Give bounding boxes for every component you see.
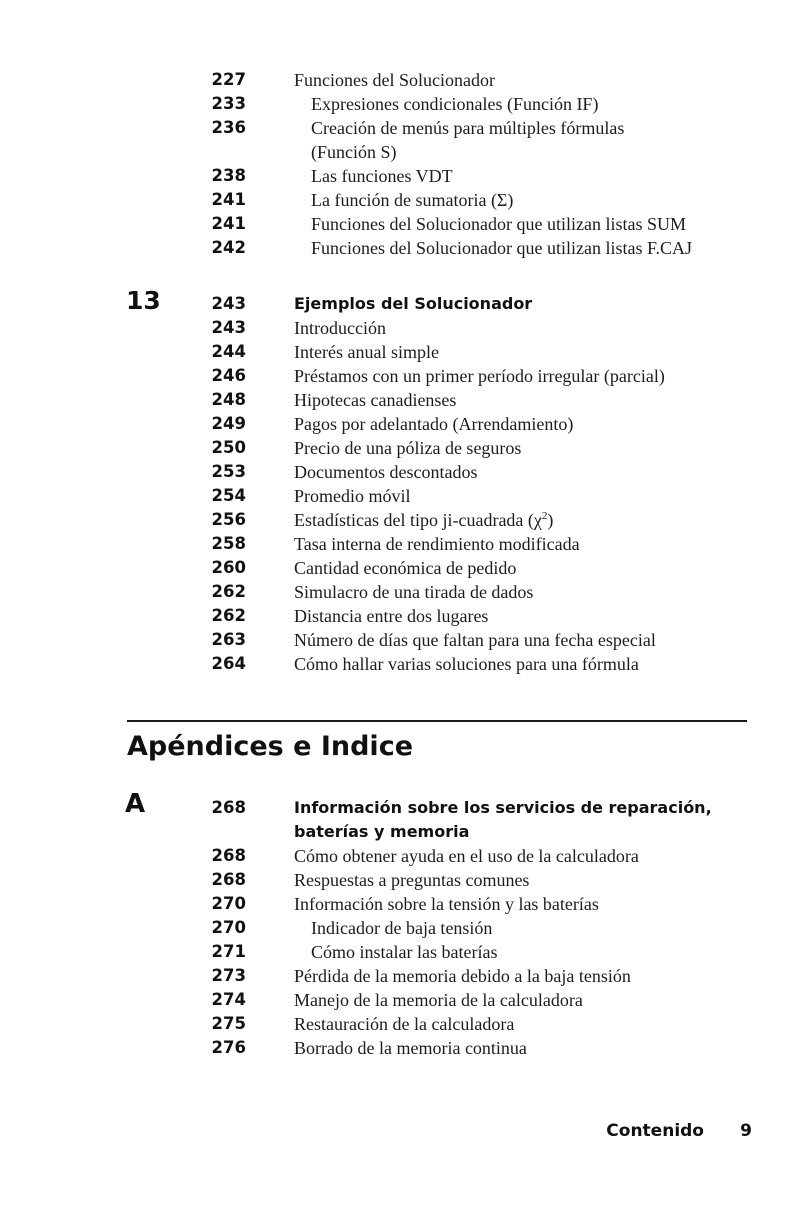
toc-page-number: 258 bbox=[211, 534, 246, 553]
chapter-heading[interactable]: Ejemplos del Solucionador bbox=[294, 294, 533, 313]
toc-page-number: 268 bbox=[211, 870, 246, 889]
toc-page-number: 270 bbox=[211, 918, 246, 937]
toc-page-number: 268 bbox=[211, 798, 246, 817]
toc-page-number: 263 bbox=[211, 630, 246, 649]
toc-entry-title[interactable]: Documentos descontados bbox=[294, 462, 478, 482]
toc-entry-title[interactable]: Manejo de la memoria de la calculadora bbox=[294, 990, 583, 1010]
appendix-heading-continuation[interactable]: baterías y memoria bbox=[294, 822, 470, 841]
toc-page-number: 238 bbox=[211, 166, 246, 185]
toc-entry-title[interactable]: Funciones del Solucionador que utilizan listas F.CAJ bbox=[311, 238, 693, 258]
toc-entry-title[interactable]: Introducción bbox=[294, 318, 386, 338]
toc-entry-title[interactable]: Pérdida de la memoria debido a la baja tensión bbox=[294, 966, 631, 986]
toc-entry-title[interactable]: Hipotecas canadienses bbox=[294, 390, 457, 410]
superscript-two: 2 bbox=[541, 510, 548, 522]
toc-entry-title[interactable]: Las funciones VDT bbox=[311, 166, 453, 186]
toc-page-number: 256 bbox=[211, 510, 246, 529]
toc-page-number: 236 bbox=[211, 118, 246, 137]
toc-entry-title[interactable]: Distancia entre dos lugares bbox=[294, 606, 489, 626]
toc-entry-title[interactable]: Funciones del Solucionador que utilizan listas SUM bbox=[311, 214, 686, 234]
toc-page-number: 264 bbox=[211, 654, 246, 673]
toc-page-number: 270 bbox=[211, 894, 246, 913]
toc-entry-title[interactable]: Cómo instalar las baterías bbox=[311, 942, 498, 962]
toc-entry-title[interactable]: Tasa interna de rendimiento modificada bbox=[294, 534, 580, 554]
toc-page-number: 271 bbox=[211, 942, 246, 961]
toc-page-number: 274 bbox=[211, 990, 246, 1009]
footer-section-label: Contenido bbox=[606, 1121, 704, 1141]
appendix-heading[interactable]: Información sobre los servicios de reparación, bbox=[294, 798, 712, 817]
toc-entry-title[interactable]: Pagos por adelantado (Arrendamiento) bbox=[294, 414, 574, 434]
appendices-heading: Apéndices e Indice bbox=[127, 731, 414, 762]
toc-entry-title[interactable]: Préstamos con un primer período irregular (parcial) bbox=[294, 366, 665, 386]
toc-page-number: 249 bbox=[211, 414, 246, 433]
section-divider bbox=[127, 720, 747, 722]
toc-entry-title-closing: ) bbox=[547, 510, 554, 530]
toc-entry-title[interactable]: Simulacro de una tirada de dados bbox=[294, 582, 534, 602]
toc-page-number: 246 bbox=[211, 366, 246, 385]
toc-page-number: 243 bbox=[211, 318, 246, 337]
toc-entry-title[interactable]: Indicador de baja tensión bbox=[311, 918, 493, 938]
toc-page-number: 253 bbox=[211, 462, 246, 481]
toc-entry-title[interactable]: Creación de menús para múltiples fórmulas bbox=[311, 118, 625, 138]
toc-page-number: 248 bbox=[211, 390, 246, 409]
toc-entry-title[interactable]: Cantidad económica de pedido bbox=[294, 558, 517, 578]
toc-entry-title[interactable]: Interés anual simple bbox=[294, 342, 439, 362]
toc-page-number: 268 bbox=[211, 846, 246, 865]
toc-page-number: 275 bbox=[211, 1014, 246, 1033]
toc-entry-title[interactable]: Información sobre la tensión y las baterías bbox=[294, 894, 599, 914]
toc-page-number: 250 bbox=[211, 438, 246, 457]
toc-page-number: 242 bbox=[211, 238, 246, 257]
footer-page-number: 9 bbox=[740, 1121, 752, 1141]
toc-entry-title[interactable]: Restauración de la calculadora bbox=[294, 1014, 515, 1034]
toc-entry-title[interactable]: Expresiones condicionales (Función IF) bbox=[311, 94, 599, 114]
toc-entry-title[interactable]: Precio de una póliza de seguros bbox=[294, 438, 522, 458]
toc-entry-title[interactable]: La función de sumatoria (Σ) bbox=[311, 190, 514, 210]
toc-entry-title[interactable]: Borrado de la memoria continua bbox=[294, 1038, 527, 1058]
appendix-letter: A bbox=[125, 789, 146, 819]
toc-entry-title-continuation[interactable]: (Función S) bbox=[311, 142, 397, 162]
toc-page-number: 233 bbox=[211, 94, 246, 113]
chapter-number: 13 bbox=[126, 286, 161, 315]
toc-page-number: 243 bbox=[211, 294, 246, 313]
toc-entry-title[interactable]: Cómo hallar varias soluciones para una fórmula bbox=[294, 654, 639, 674]
toc-page-number: 241 bbox=[211, 190, 246, 209]
toc-entry-title[interactable]: Cómo obtener ayuda en el uso de la calculadora bbox=[294, 846, 639, 866]
toc-page-number: 273 bbox=[211, 966, 246, 985]
toc-entry-title[interactable]: Número de días que faltan para una fecha especial bbox=[294, 630, 656, 650]
toc-entry-title[interactable]: Respuestas a preguntas comunes bbox=[294, 870, 530, 890]
toc-entry-title[interactable]: Promedio móvil bbox=[294, 486, 411, 506]
toc-page-number: 260 bbox=[211, 558, 246, 577]
toc-page-number: 276 bbox=[211, 1038, 246, 1057]
toc-page-number: 262 bbox=[211, 582, 246, 601]
toc-entry-title[interactable] bbox=[294, 508, 553, 532]
toc-page-number: 254 bbox=[211, 486, 246, 505]
toc-entry-title[interactable]: Funciones del Solucionador bbox=[294, 70, 495, 90]
toc-page-number: 241 bbox=[211, 214, 246, 233]
toc-page-number: 244 bbox=[211, 342, 246, 361]
toc-page-number: 262 bbox=[211, 606, 246, 625]
toc-entry-title-text: Estadísticas del tipo ji-cuadrada (χ bbox=[294, 510, 542, 530]
toc-page-number: 227 bbox=[211, 70, 246, 89]
